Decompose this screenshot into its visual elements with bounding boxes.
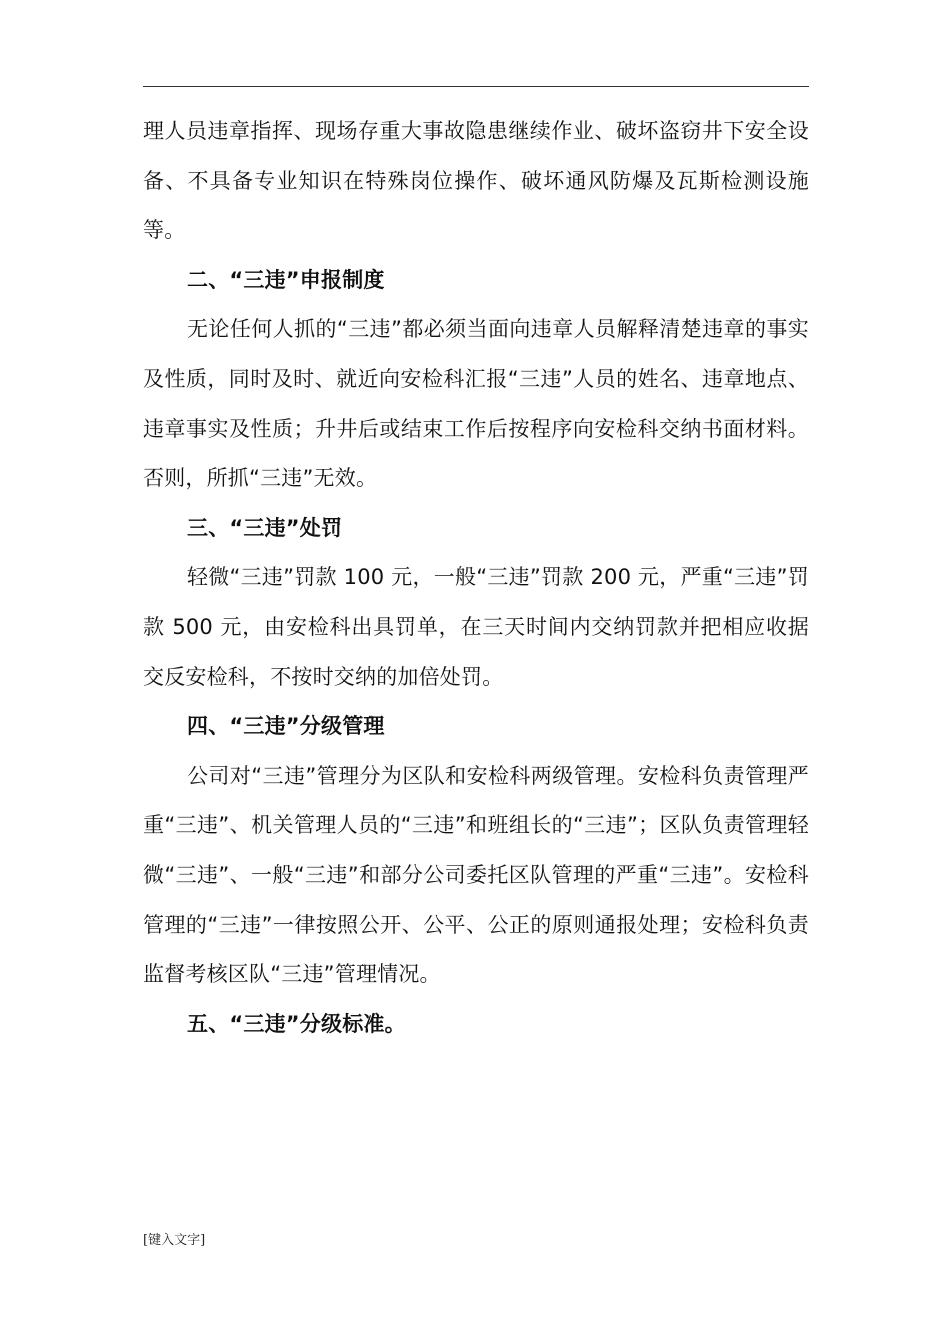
- footer-placeholder: [键入文字]: [143, 1233, 206, 1248]
- section-heading-3: 三、“三违”处罚: [187, 515, 343, 540]
- paragraph-continued: 理人员违章指挥、现场存重大事故隐患继续作业、破坏盗窃井下安全设备、不具备专业知识在特殊岗位操作、破坏通风防爆及瓦斯检测设施等。: [143, 119, 809, 243]
- paragraph-graded-management: 公司对“三违”管理分为区队和安检科两级管理。安检科负责管理严重“三违”、机关管理人员的“三违”和班组长的“三违”；区队负责管理轻微“三违”、一般“三违”和部分公司委托区队管理的严重“三违”。安检科管理的“三违”一律按照公开、公平、公正的原则通报处理；安检科负责监督考核区队“三违”管理情况。: [143, 763, 809, 987]
- section-heading-2: 二、“三违”申报制度: [187, 267, 385, 292]
- paragraph-penalty: 轻微“三违”罚款 100 元，一般“三违”罚款 200 元，严重“三违”罚款 500 元，由安检科出具罚单，在三天时间内交纳罚款并把相应收据交反安检科，不按时交纳的加倍处罚。: [143, 565, 809, 689]
- section-heading-4: 四、“三违”分级管理: [187, 714, 385, 739]
- section-heading-5: 五、“三违”分级标准。: [187, 1011, 406, 1036]
- paragraph-report-system: 无论任何人抓的“三违”都必须当面向违章人员解释清楚违章的事实及性质，同时及时、就近向安检科汇报“三违”人员的姓名、违章地点、违章事实及性质；升井后或结束工作后按程序向安检科交纳书面材料。否则，所抓“三违”无效。: [143, 317, 809, 491]
- document-body: [143, 107, 809, 1049]
- header-rule: [143, 86, 809, 87]
